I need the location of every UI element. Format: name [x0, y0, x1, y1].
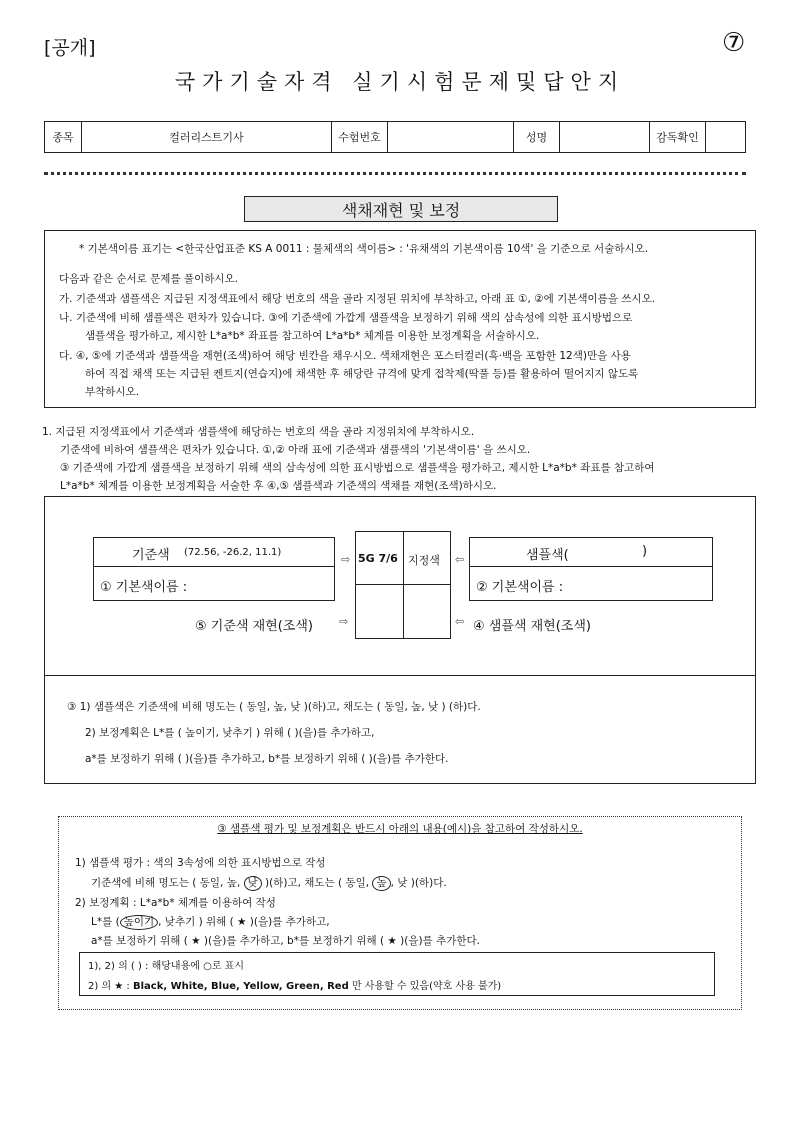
info-cell-name-value[interactable] [559, 122, 649, 152]
page-number: ⑦ [722, 28, 746, 58]
arrow-left-icon: ⇦ [455, 615, 465, 628]
chip-code: 5G 7/6 [358, 552, 398, 565]
question-line-1: 1. 지급된 지정색표에서 기준색과 샘플색에 해당하는 번호의 색을 골라 지정위치에 부착하시오. [42, 426, 475, 438]
sample-reproduction-label: ④ 샘플색 재현(조색) [473, 619, 591, 634]
example-title: ③ 샘플색 평가 및 보정계획은 반드시 아래의 내용(예시)을 참고하여 작성하시오. [217, 823, 583, 835]
example-note-box [79, 952, 715, 996]
info-cell-category-value: 컬러리스트기사 [81, 122, 331, 152]
evaluation-line-1[interactable]: ③ 1) 샘플색은 기준색에 비해 명도는 ( 동일, 높, 낮 )(하)고, 채도는 ( 동일, 높, 낮 ) (하)다. [67, 701, 481, 713]
section-title: 색채재현 및 보정 [244, 196, 558, 222]
arrow-right-icon: ⇨ [339, 615, 349, 628]
arrow-left-icon: ⇦ [455, 553, 465, 566]
example-line-2: 기준색에 비해 명도는 ( 동일, 높, 낮 )(하)고, 채도는 ( 동일, 높 , 낮 )(하)다. [91, 877, 447, 889]
page-title: 국가기술자격 실기시험문제및답안지 [174, 70, 626, 94]
instruction-da-3: 부착하시오. [85, 386, 140, 398]
instruction-da-2: 하여 직접 채색 또는 지급된 켄트지(연습지)에 채색한 후 해당란 규격에 맞게 접착제(딱풀 등)를 활용하여 떨어지지 않도록 [85, 368, 639, 380]
instruction-ga: 가. 기준색과 샘플색은 지급된 지정색표에서 해당 번호의 색을 골라 지정된 위치에 부착하고, 아래 표 ①, ②에 기본색이름을 쓰시오. [59, 293, 656, 305]
circled-raise: 높이기 [120, 915, 158, 930]
instruction-da-1: 다. ④, ⑤에 기준색과 샘플색을 재현(조색)하여 해당 빈칸을 채우시오. 색채재현은 포스터컬러(흑·백을 포함한 12색)만을 사용 [59, 350, 631, 362]
example-box [58, 816, 742, 1010]
instruction-intro: 다음과 같은 순서로 문제를 풀이하시오. [59, 273, 238, 285]
reference-color-coords: (72.56, -26.2, 11.1) [184, 547, 282, 558]
sample-color-close: ) [642, 544, 648, 559]
sample-color-label: 샘플색( [526, 548, 569, 563]
public-tag: [공개] [44, 37, 96, 59]
example-line-4: L*를 ( 높이기 , 낮추기 ) 위해 ( ★ )(을)를 추가하고, [91, 916, 330, 928]
reference-color-name-label[interactable]: ① 기본색이름 : [100, 580, 188, 595]
question-line-2: 기준색에 비하여 샘플색은 편차가 있습니다. ①,② 아래 표에 기준색과 샘플색의 '기본색이름' 을 쓰시오. [60, 444, 531, 456]
example-line-3: 2) 보정계획 : L*a*b* 체계를 이용하여 작성 [75, 897, 276, 909]
example-line-5: a*를 보정하기 위해 ( ★ )(을)를 추가하고, b*를 보정하기 위해 ( ★ )(을)를 추가한다. [91, 935, 480, 947]
info-cell-supervisor-label: 감독확인 [649, 122, 705, 152]
answer-box [44, 496, 756, 784]
instruction-na-1: 나. 기준색에 비해 샘플색은 편차가 있습니다. ③에 기준색에 가깝게 샘플색을 보정하기 위해 색의 삼속성에 의한 표시방법으로 [59, 312, 633, 324]
dotted-separator [44, 172, 746, 175]
arrow-right-icon: ⇨ [341, 553, 351, 566]
example-note-2: 2) 의 ★ : Black, White, Blue, Yellow, Green, Red 만 사용할 수 있음(약호 사용 불가) [88, 981, 502, 992]
question-line-4: L*a*b* 체계를 이용한 보정계획을 서술한 후 ④,⑤ 샘플색과 기준색의 색채를 재현(조색)하시오. [60, 480, 497, 492]
circled-high: 높 [372, 876, 390, 891]
instructions-box [44, 230, 756, 408]
instruction-na-2: 샘플색을 평가하고, 제시한 L*a*b* 좌표를 참고하여 L*a*b* 체계를 이용한 보정계획을 서술하시오. [85, 330, 540, 342]
info-cell-exam-number-value[interactable] [387, 122, 513, 152]
sample-color-name-label[interactable]: ② 기본색이름 : [476, 580, 564, 595]
info-cell-name-label: 성명 [513, 122, 559, 152]
reference-color-label: 기준색 [132, 548, 170, 563]
reference-color-box [93, 537, 335, 601]
sample-color-box [469, 537, 713, 601]
circled-low: 낮 [244, 876, 262, 891]
question-line-3: ③ 기준색에 가깝게 샘플색을 보정하기 위해 색의 삼속성에 의한 표시방법으로 샘플색을 평가하고, 제시한 L*a*b* 좌표를 참고하여 [60, 462, 655, 474]
info-cell-supervisor-value[interactable] [705, 122, 745, 152]
instruction-note: * 기본색이름 표기는 <한국산업표준 KS A 0011 : 물체색의 색이름> : '유채색의 기본색이름 10색' 을 기준으로 서술하시오. [79, 243, 649, 255]
evaluation-line-2[interactable]: 2) 보정계획은 L*를 ( 높이기, 낮추기 ) 위해 ( )(을)를 추가하고, [85, 727, 375, 739]
info-cell-exam-number-label: 수험번호 [331, 122, 387, 152]
reference-reproduction-label: ⑤ 기준색 재현(조색) [195, 619, 313, 634]
info-cell-category-label: 종목 [52, 131, 74, 144]
chip-grid [355, 531, 451, 639]
info-table [44, 121, 746, 153]
evaluation-line-3[interactable]: a*를 보정하기 위해 ( )(을)를 추가하고, b*를 보정하기 위해 ( )(을)를 추가한다. [85, 753, 449, 765]
example-note-1: 1), 2) 의 ( ) : 해당내용에 ○로 표시 [88, 961, 244, 972]
example-line-1: 1) 샘플색 평가 : 색의 3속성에 의한 표시방법으로 작성 [75, 857, 326, 869]
chip-label: 지정색 [408, 554, 440, 567]
